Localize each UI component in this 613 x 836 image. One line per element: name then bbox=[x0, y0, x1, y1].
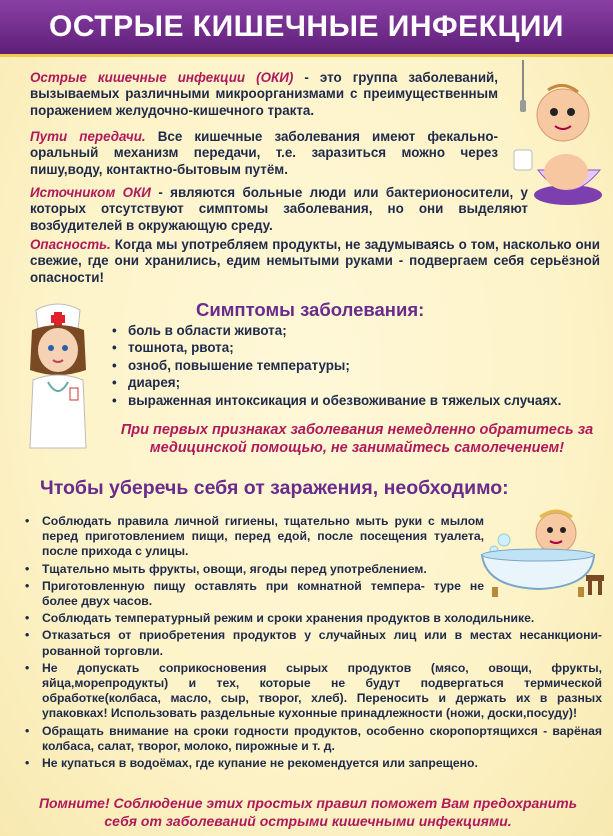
transmission-text: Все кишечные заболевания имеют фекально-оральный механизм передачи, т.е. заразиться можно через пишу,воду, контактно-бытовым путём. bbox=[30, 129, 498, 177]
intro-paragraph bbox=[30, 70, 498, 119]
prevention-item: • Отказаться от приобретения продуктов у случайных лиц или в местах несанкциони- рованной торговли. bbox=[22, 628, 602, 658]
prevention-item: • Не допускать соприкосновения сырых продуктов (мясо, овощи, фрукты, яйца,морепродукты) и тех, которые не будут подвергаться термической обработке(колбаса, масло, сыр, творог, хлеб). Переносить и держать их в разных упаковках! Использовать раздельные кухонные принадлежности (ножи, доски,посуду)! bbox=[22, 661, 602, 722]
source-term: Источником ОКИ bbox=[30, 185, 151, 200]
bathtub-baby-illustration bbox=[474, 505, 609, 600]
symptom-item: • выраженная интоксикация и обезвоживание в тяжелых случаях. bbox=[108, 392, 603, 409]
intro-text: - это группа заболеваний, вызываемых различными микроорганизмами с преимущественным поражением желудочно-кишечного тракта. bbox=[30, 70, 498, 118]
symptoms-list bbox=[108, 322, 603, 409]
symptom-item: • боль в области живота; bbox=[108, 322, 603, 339]
transmission-term: Пути передачи. bbox=[30, 129, 146, 144]
baby-potty-illustration bbox=[508, 60, 608, 210]
symptom-item: • озноб, повышение температуры; bbox=[108, 357, 603, 374]
prevention-item: • Соблюдать температурный режим и сроки хранения продуктов в холодильнике. bbox=[22, 611, 602, 626]
warning-message: При первых признаках заболевания немедленно обратитесь за медицинской помощью, не занимайтесь самолечением! bbox=[120, 422, 594, 456]
danger-text: Когда мы употребляем продукты, не задумываясь о том, насколько они свежие, где они хранились, едим немытыми руками - подвергаем себя серьёзной опасности! bbox=[30, 237, 600, 285]
prevention-title: Чтобы уберечь себя от заражения, необходимо: bbox=[40, 477, 509, 499]
header-banner bbox=[0, 0, 613, 57]
intro-term: Острые кишечные инфекции (ОКИ) bbox=[30, 70, 294, 85]
prevention-item: • Тщательно мыть фрукты, овощи, ягоды перед употреблением. bbox=[22, 562, 484, 577]
page-title: ОСТРЫЕ КИШЕЧНЫЕ ИНФЕКЦИИ bbox=[49, 10, 564, 43]
prevention-item: • Обращать внимание на сроки годности продуктов, особенно скоропортящихся - варёная колбаса, салат, творог, молоко, пирожные и т. д. bbox=[22, 724, 602, 754]
source-text: - являются больные люди или бактерионосители, у которых отсутствуют симптомы заболевания, но они выделяют возбудителей в окружающую среду. bbox=[30, 185, 528, 233]
footer-reminder: Помните! Соблюдение этих простых правил поможет Вам предохранить себя от заболеваний острыми кишечными инфекциями. bbox=[38, 795, 578, 829]
danger-paragraph bbox=[30, 237, 600, 286]
prevention-item: • Соблюдать правила личной гигиены, тщательно мыть руки с мылом перед приготовлением пищи, перед едой, после посещения туалета, после прихода с улицы. bbox=[22, 514, 484, 560]
prevention-item: • Приготовленную пищу оставлять при комнатной темпера- туре не более двух часов. bbox=[22, 579, 484, 609]
danger-term: Опасность. bbox=[30, 237, 111, 252]
symptoms-title: Симптомы заболевания: bbox=[196, 299, 425, 320]
nurse-illustration bbox=[18, 300, 98, 450]
symptom-item: • диарея; bbox=[108, 374, 603, 391]
prevention-item: • Не купаться в водоёмах, где купание не рекомендуется или запрещено. bbox=[22, 756, 602, 771]
symptom-item: • тошнота, рвота; bbox=[108, 339, 603, 356]
transmission-paragraph bbox=[30, 129, 498, 178]
source-paragraph bbox=[30, 185, 528, 234]
